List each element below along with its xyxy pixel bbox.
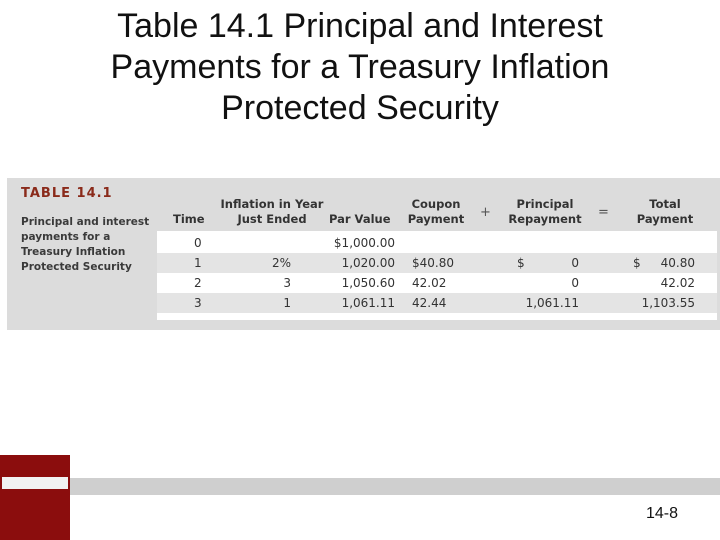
header-inflation-line2: Just Ended [237,212,307,226]
header-time: Time [173,212,205,226]
caption-line: Treasury Inflation [21,246,126,258]
cell-time: 1 [194,256,202,270]
cell-principal: 0 [571,276,579,290]
cell-par-value: $1,000.00 [333,236,395,250]
title-line: Table 14.1 Principal and Interest [117,7,603,45]
table-row [157,293,717,313]
header-coupon-line1: Coupon [411,197,461,211]
table-row [157,253,717,273]
caption-line: Protected Security [21,261,132,273]
title-line: Payments for a Treasury Inflation [110,48,610,86]
header-total-line1: Total [649,197,681,211]
cell-time: 0 [194,236,202,250]
publisher-logo [2,477,68,489]
header-inflation-line1: Inflation in Year [220,197,324,211]
slide-title [40,6,680,129]
cell-total: 1,103.55 [641,296,695,310]
table-caption [21,186,157,275]
table-data-area [157,178,717,320]
cell-par-value: 1,061.11 [341,296,395,310]
cell-total: 42.02 [660,276,695,290]
header-coupon-line2: Payment [407,212,465,226]
table-label: TABLE 14.1 [21,186,113,201]
cell-principal: 1,061.11 [525,296,579,310]
cell-total-sign: $ [633,256,641,270]
cell-inflation: 2% [271,256,291,270]
cell-time: 3 [194,296,202,310]
cell-principal: 0 [571,256,579,270]
cell-coupon: $40.80 [412,256,454,270]
equals-operator: = [598,205,609,220]
footer-brand-strip [0,455,70,540]
plus-operator: + [480,205,491,220]
footer-bar [70,478,720,495]
page-number: 14-8 [646,505,679,522]
cell-inflation: 3 [283,276,291,290]
cell-total: 40.80 [660,256,695,270]
cell-time: 2 [194,276,202,290]
table-panel [7,178,720,330]
header-total [629,197,701,227]
caption-line: payments for a [21,231,111,243]
table-header [157,178,717,231]
header-principal [503,197,587,227]
table-row [157,273,717,293]
header-coupon [401,197,471,227]
title-line: Protected Security [221,89,499,127]
cell-coupon: 42.02 [412,276,447,290]
header-principal-line1: Principal [516,197,574,211]
cell-par-value: 1,050.60 [341,276,395,290]
caption-line: Principal and interest [21,216,150,228]
header-inflation [217,197,327,227]
cell-par-value: 1,020.00 [341,256,395,270]
table-row [157,233,717,253]
header-principal-line2: Repayment [508,212,582,226]
cell-inflation: 1 [283,296,291,310]
cell-coupon: 42.44 [412,296,447,310]
header-par-value: Par Value [329,212,391,226]
header-total-line2: Payment [636,212,694,226]
cell-principal-sign: $ [517,256,525,270]
